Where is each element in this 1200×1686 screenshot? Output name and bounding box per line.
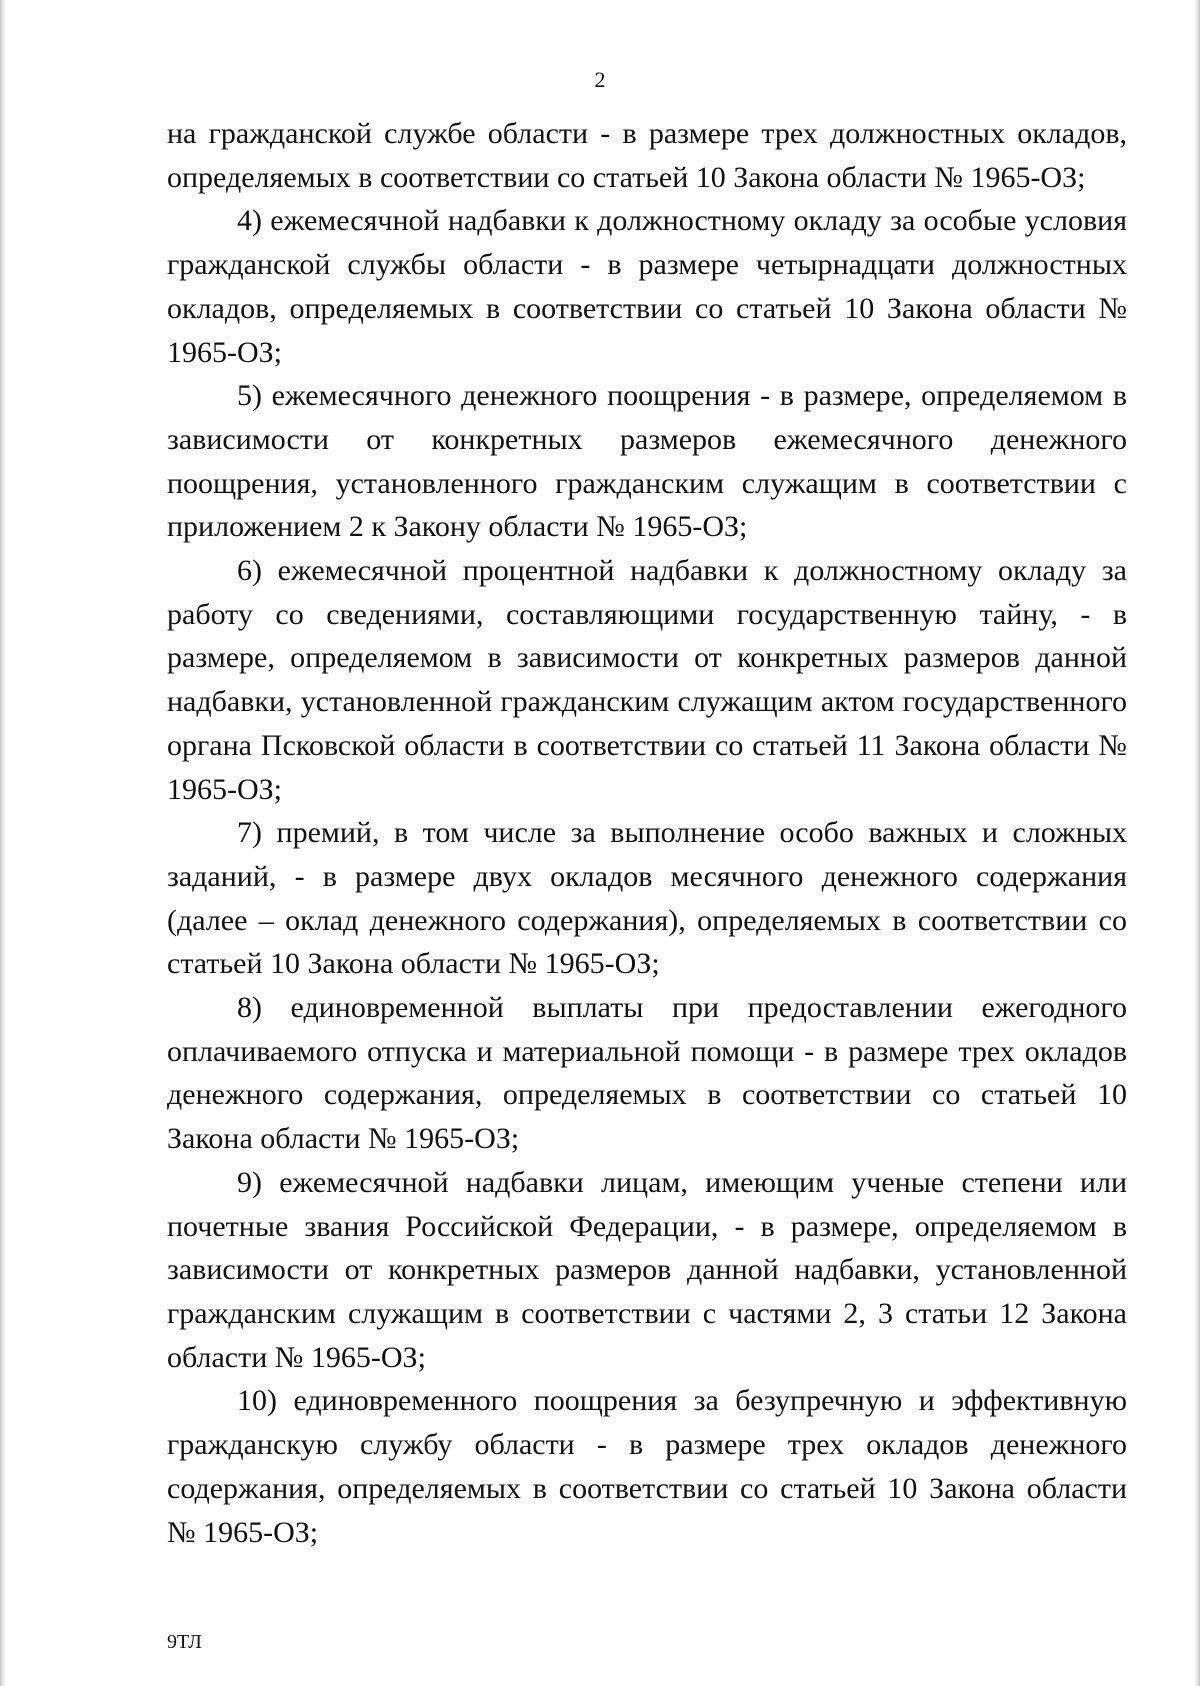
paragraph-item-7: 7) премий, в том числе за выполнение особо важных и сложных заданий, - в размере двух окладов месячного денежного содержания (далее – оклад денежного содержания), определяемых в соответствии со статьей 10 Закона области № 1965-ОЗ; [167,816,1127,981]
paragraph-item-4: 4) ежемесячной надбавки к должностному окладу за особые условия гражданской службы области - в размере четырнадцати должностных окладов, определяемых в соответствии со статьей 10 Закона области № 1965-ОЗ; [167,204,1127,369]
scan-edge-left [0,0,6,1686]
paragraph-continuation: на гражданской службе области - в размере трех должностных окладов, определяемых в соответствии со статьей 10 Закона области № 1965-ОЗ; [167,117,1127,194]
page-number: 2 [594,67,606,92]
scan-edge-right [1194,0,1200,1686]
paragraph-item-10: 10) единовременного поощрения за безупречную и эффективную гражданскую службу области - в размере трех окладов денежного содержания, определяемых в соответствии со статьей 10 Закона области № 1965-ОЗ; [167,1384,1127,1549]
paragraph-item-6: 6) ежемесячной процентной надбавки к должностному окладу за работу со сведениями, составляющими государственную тайну, - в размере, определяемом в зависимости от конкретных размеров данной надбавки, установленной гражданским служащим актом государственного органа Псковской области в соответствии со статьей 11 Закона области № 1965-ОЗ; [167,554,1127,806]
paragraph-item-8: 8) единовременной выплаты при предоставлении ежегодного оплачиваемого отпуска и материальной помощи - в размере трех окладов денежного содержания, определяемых в соответствии со статьей 10 Закона области № 1965-ОЗ; [167,991,1127,1156]
paragraph-item-5: 5) ежемесячного денежного поощрения - в размере, определяемом в зависимости от конкретных размеров ежемесячного денежного поощрения, установленного гражданским служащим в соответствии с приложением 2 к Закону области № 1965-ОЗ; [167,379,1127,544]
footer-code: 9ТЛ [167,1631,202,1653]
paragraph-item-9: 9) ежемесячной надбавки лицам, имеющим ученые степени или почетные звания Российской Федерации, - в размере, определяемом в зависимости от конкретных размеров данной надбавки, установленной гражданским служащим в соответствии с частями 2, 3 статьи 12 Закона области № 1965-ОЗ; [167,1165,1127,1374]
document-body [167,112,1127,1554]
